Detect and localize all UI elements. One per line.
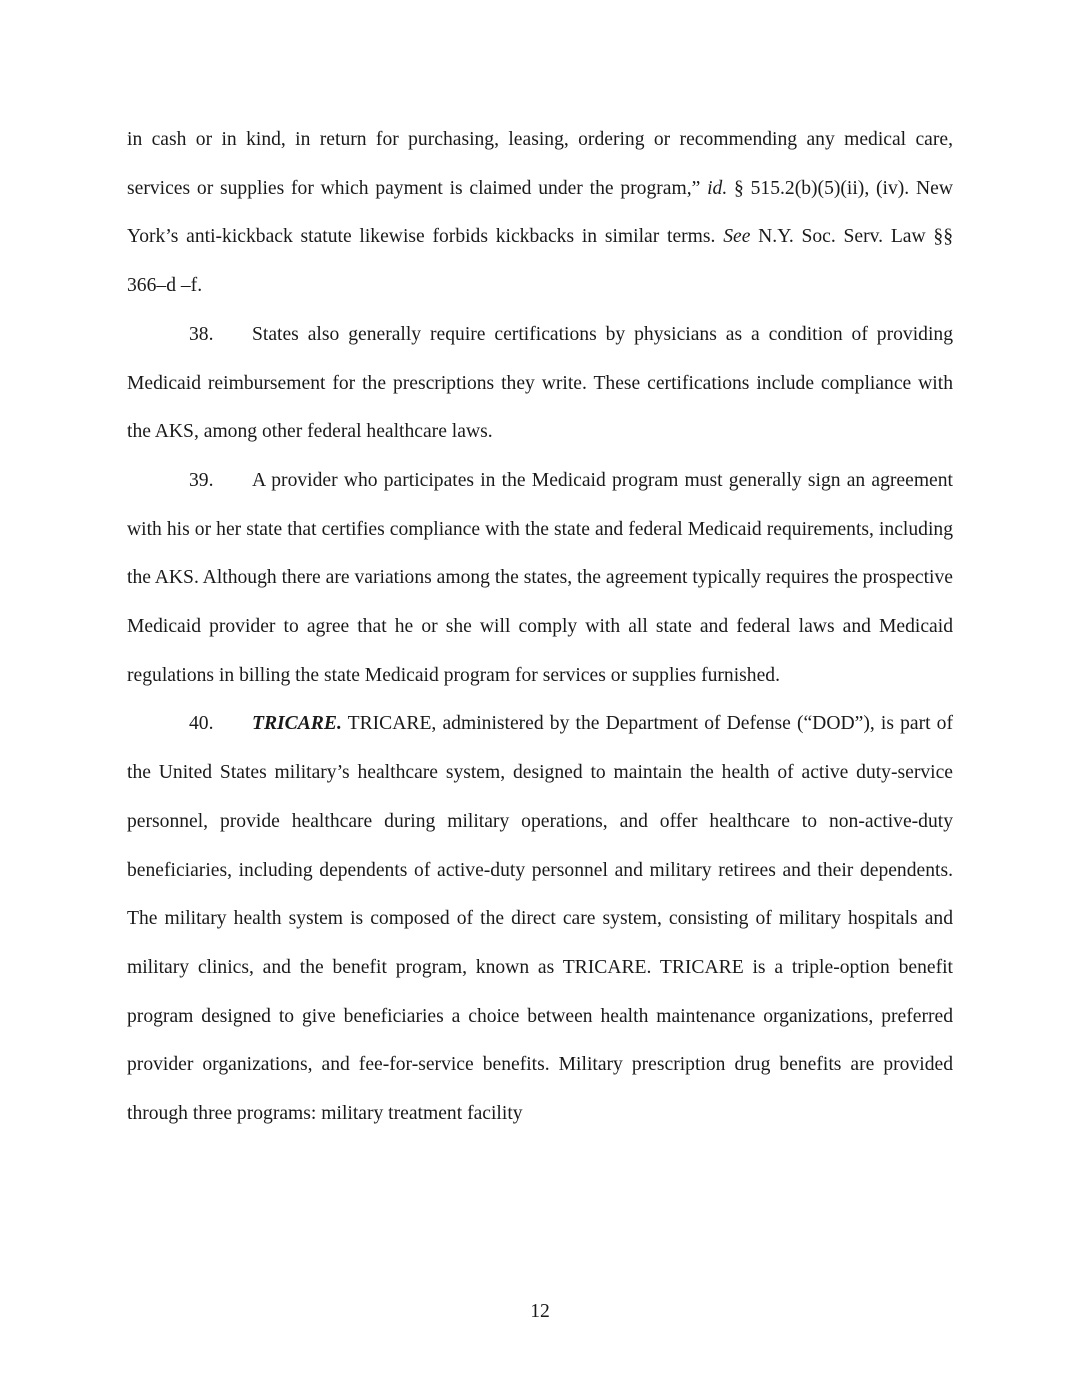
text-run: N.Y. Soc. Serv. Law §§ 366–d –f. — [127, 226, 953, 297]
paragraph-number: 39. — [189, 469, 214, 491]
text-run: States also generally require certifications by physicians as a condition of providing Medicaid reimbursement for the prescriptions they write. These certifications include compliance with the AKS, among other federal healthcare laws. — [127, 323, 953, 443]
paragraph-38 — [127, 311, 953, 457]
citation-see: See — [723, 226, 751, 248]
paragraph-continued — [127, 116, 953, 311]
paragraph-39 — [127, 457, 953, 701]
section-heading: TRICARE. — [252, 713, 342, 735]
text-run: § 515.2(b)(5)(ii), (iv). New York’s anti-kickback statute likewise forbids kickbacks in similar terms. — [127, 177, 953, 248]
paragraph-number: 38. — [189, 323, 214, 345]
text-run: TRICARE, administered by the Department of Defense (“DOD”), is part of the United States military’s healthcare system, designed to maintain the health of active duty-service personnel, provide healthcare during military operations, and offer healthcare to non-active-duty beneficiaries, including dependents of active-duty personnel and military retirees and their dependents. The military health system is composed of the direct care system, consisting of military hospitals and military clinics, and the benefit program, known as TRICARE. TRICARE is a triple-option benefit program designed to give beneficiaries a choice between health maintenance organizations, preferred provider organizations, and fee-for-service benefits. Military prescription drug benefits are provided through three programs: military treatment facility — [127, 713, 953, 1125]
paragraph-number: 40. — [189, 713, 214, 735]
text-run: in cash or in kind, in return for purchasing, leasing, ordering or recommending any medical care, services or supplies for which payment is claimed under the program,” — [127, 129, 953, 199]
citation-id: id. — [707, 177, 728, 199]
text-run: A provider who participates in the Medicaid program must generally sign an agreement with his or her state that certifies compliance with the state and federal Medicaid requirements, including the AKS. Although there are variations among the states, the agreement typically requires the prospective Medicaid provider to agree that he or she will comply with all state and federal laws and Medicaid regulations in billing the state Medicaid program for services or supplies furnished. — [127, 469, 953, 686]
paragraph-40 — [127, 700, 953, 1138]
document-body — [127, 116, 953, 1139]
page-number: 12 — [530, 1301, 550, 1322]
